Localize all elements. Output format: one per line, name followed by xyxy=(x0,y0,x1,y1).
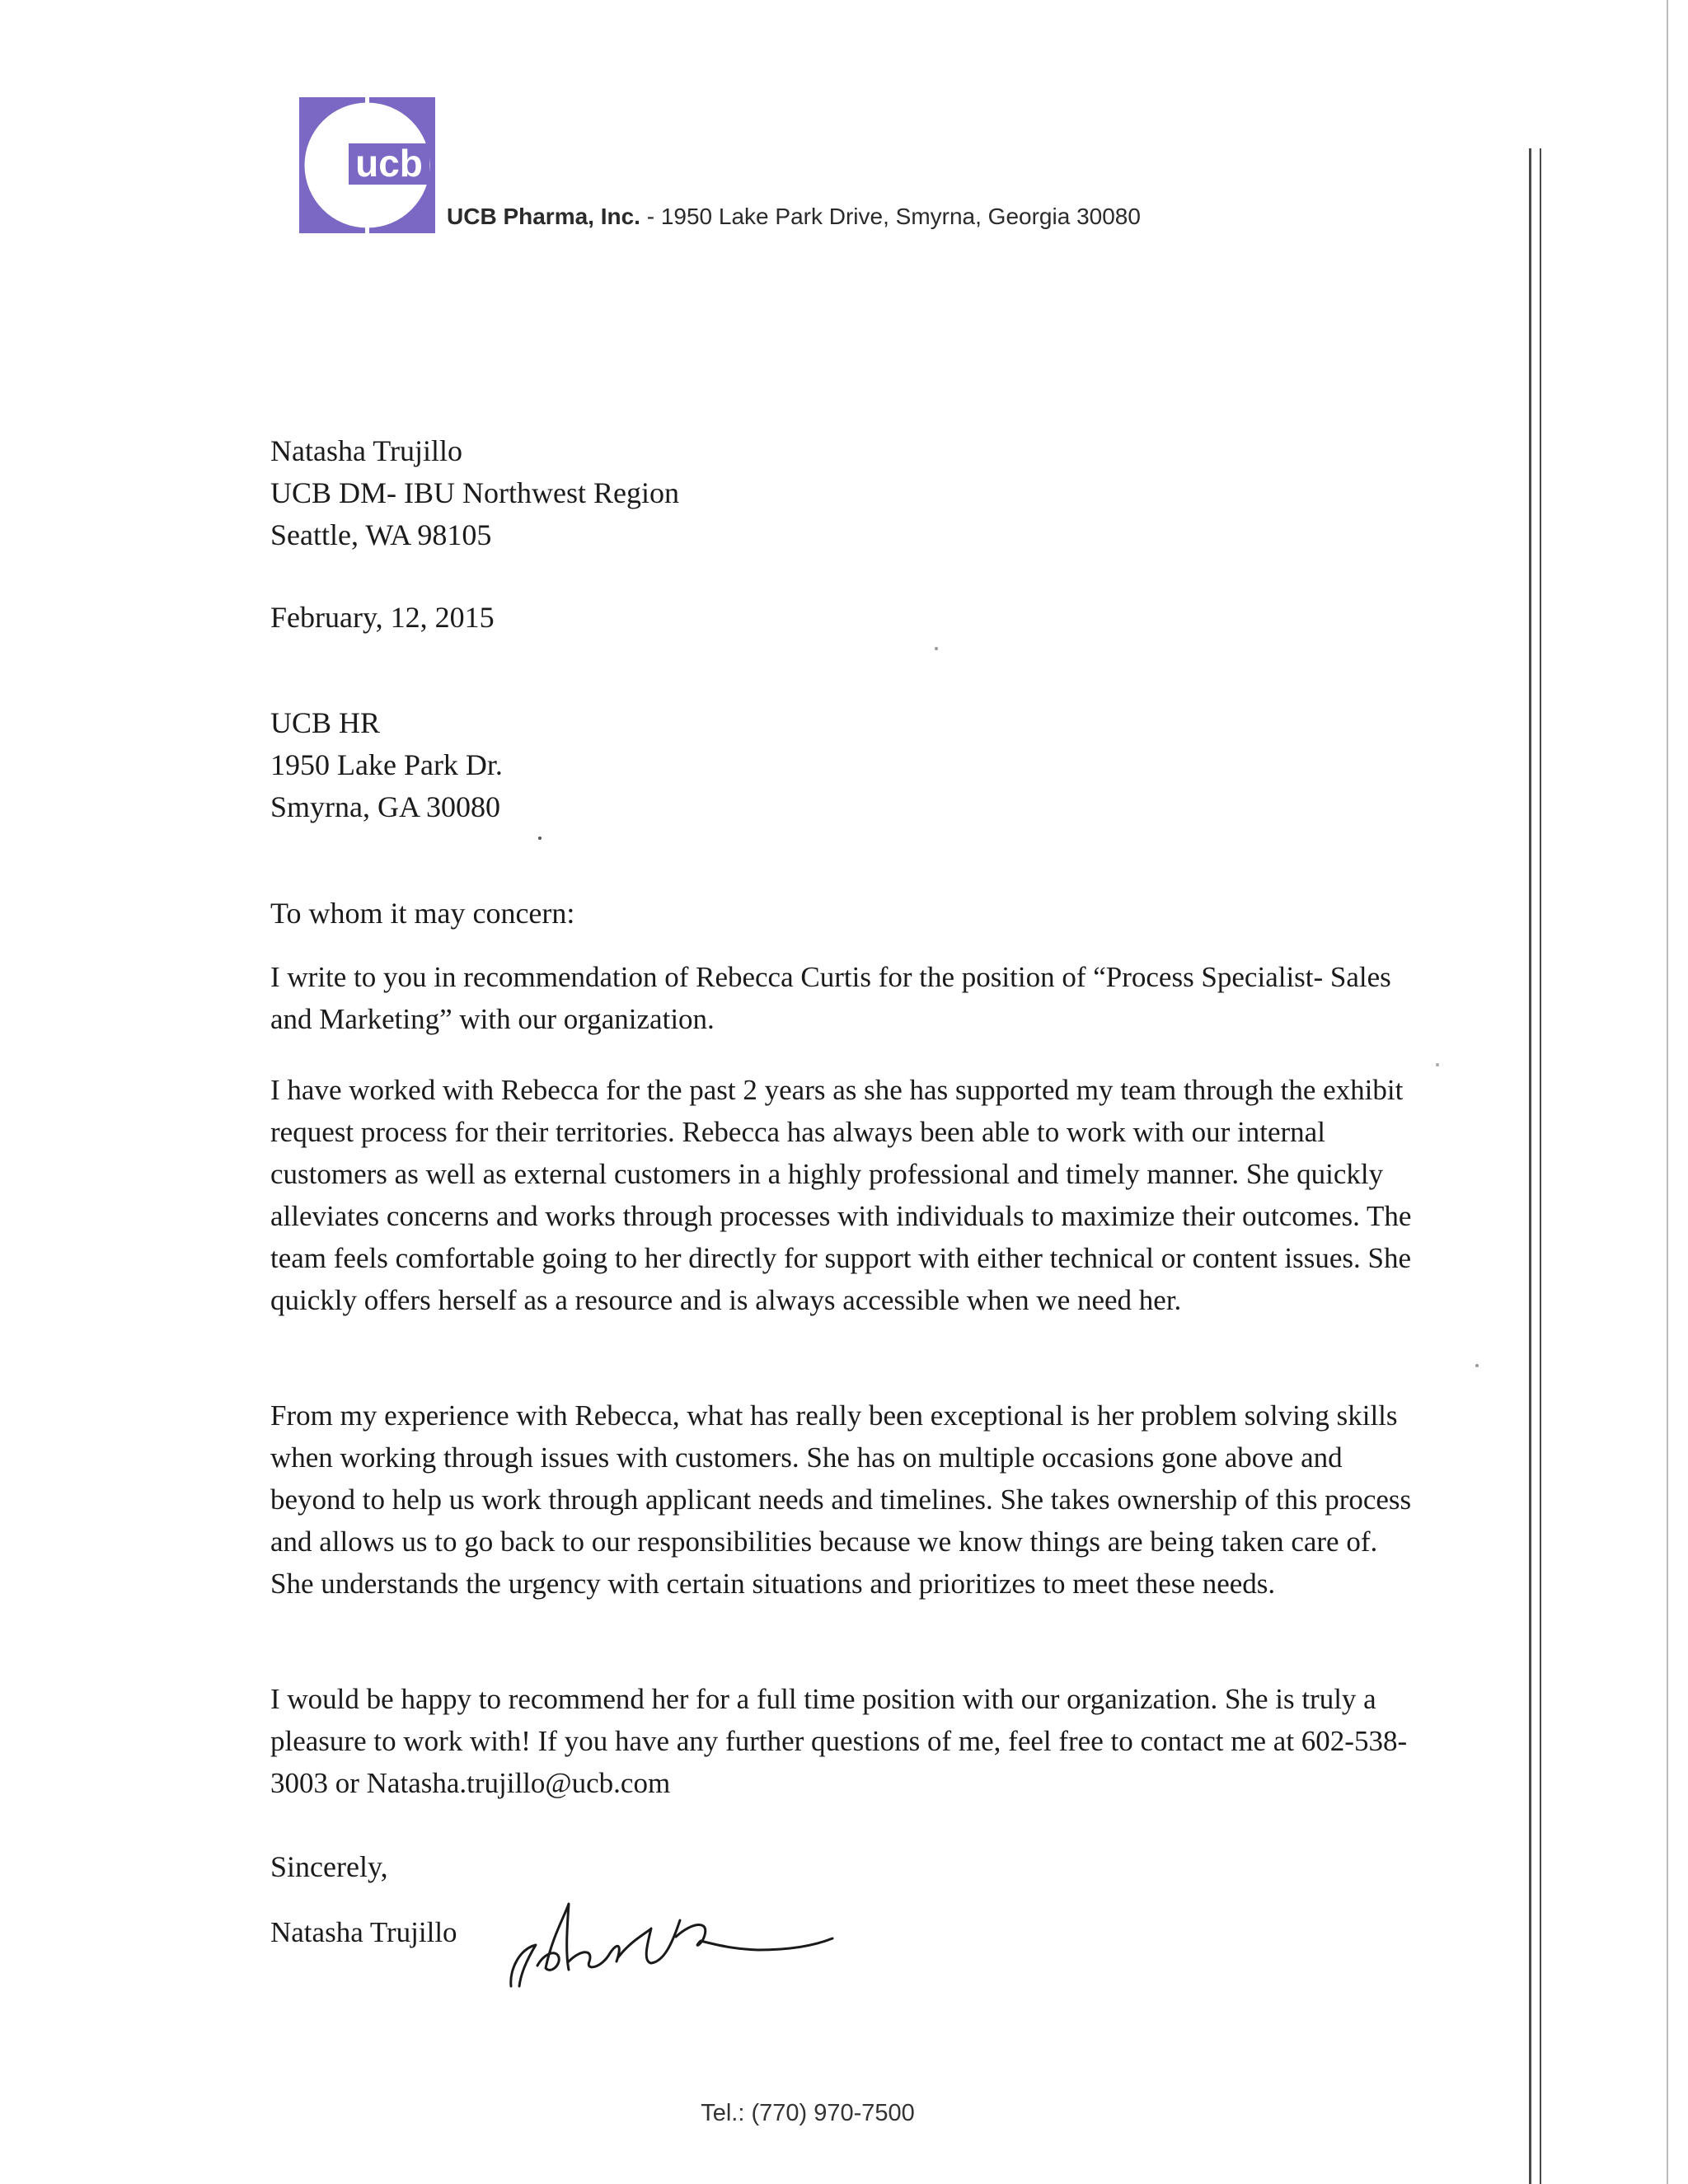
signature-stroke xyxy=(537,1904,569,1970)
scan-speck xyxy=(1436,1063,1439,1066)
signature-stroke xyxy=(511,1945,536,1986)
scan-edge-line xyxy=(1540,148,1541,2184)
scan-edge-line xyxy=(1529,148,1531,2184)
company-name: UCB Pharma, Inc. xyxy=(447,204,640,229)
letter-date-block xyxy=(270,597,495,639)
company-address: - 1950 Lake Park Drive, Smyrna, Georgia 30080 xyxy=(640,204,1141,229)
recipient-name: UCB HR xyxy=(270,706,381,739)
letterhead-address-line xyxy=(447,204,1141,230)
paragraph-recommendation: I would be happy to recommend her for a full time position with our organization. She is truly a pleasure to work with! If you have any further questions of me, feel free to contact me at 602-538-3003 or Natasha.trujillo@ucb.com xyxy=(270,1683,1408,1799)
scan-speck xyxy=(935,647,938,650)
recipient-city: Smyrna, GA 30080 xyxy=(270,790,500,823)
ucb-logo xyxy=(299,97,435,233)
paragraph-skills: From my experience with Rebecca, what has really been exceptional is her problem solving skills when working through issues with customers. She has on multiple occasions gone above and beyond to help us work through applicant needs and timelines. She takes ownership of this process and allows us to go back to our responsibilities because we know things are being taken care of. She understands the urgency with certain situations and prioritizes to meet these needs. xyxy=(270,1399,1412,1600)
scan-edge-line xyxy=(1667,0,1668,2184)
closing-block xyxy=(270,1846,388,1888)
signature-stroke xyxy=(569,1946,619,1967)
paragraph-intro: I write to you in recommendation of Rebecca Curtis for the position of “Process Specialist- Sales and Marketing” with our organization. xyxy=(270,961,1391,1035)
ucb-logo-mark xyxy=(299,97,435,233)
sender-city: Seattle, WA 98105 xyxy=(270,518,492,551)
scan-speck xyxy=(538,837,542,840)
letter-date: February, 12, 2015 xyxy=(270,601,495,634)
signature-stroke xyxy=(618,1920,680,1963)
signature-stroke xyxy=(676,1924,832,1950)
paragraph-experience: I have worked with Rebecca for the past 2 years as she has supported my team through the exhibit request process for their territories. Rebecca has always been able to work with our internal customers as well as external customers in a highly professional and timely manner. She quickly alleviates concerns and works through processes with individuals to maximize their outcomes. The team feels comfortable going to her directly for support with either technical or content issues. She quickly offers herself as a resource and is always accessible when we need her. xyxy=(270,1074,1412,1316)
sender-name: Natasha Trujillo xyxy=(270,434,463,467)
signer-name: Natasha Trujillo xyxy=(270,1916,457,1948)
recipient-street: 1950 Lake Park Dr. xyxy=(270,748,503,781)
salutation-block xyxy=(270,893,574,935)
sender-block xyxy=(270,430,679,556)
closing: Sincerely, xyxy=(270,1850,388,1883)
scan-speck xyxy=(1475,1364,1479,1367)
sender-title: UCB DM- IBU Northwest Region xyxy=(270,476,679,509)
recipient-block xyxy=(270,702,503,828)
salutation: To whom it may concern: xyxy=(270,897,575,930)
ucb-logo-text: ucb xyxy=(355,142,423,185)
footer-telephone: Tel.: (770) 970-7500 xyxy=(701,2100,915,2126)
handwritten-signature xyxy=(486,1871,849,1994)
